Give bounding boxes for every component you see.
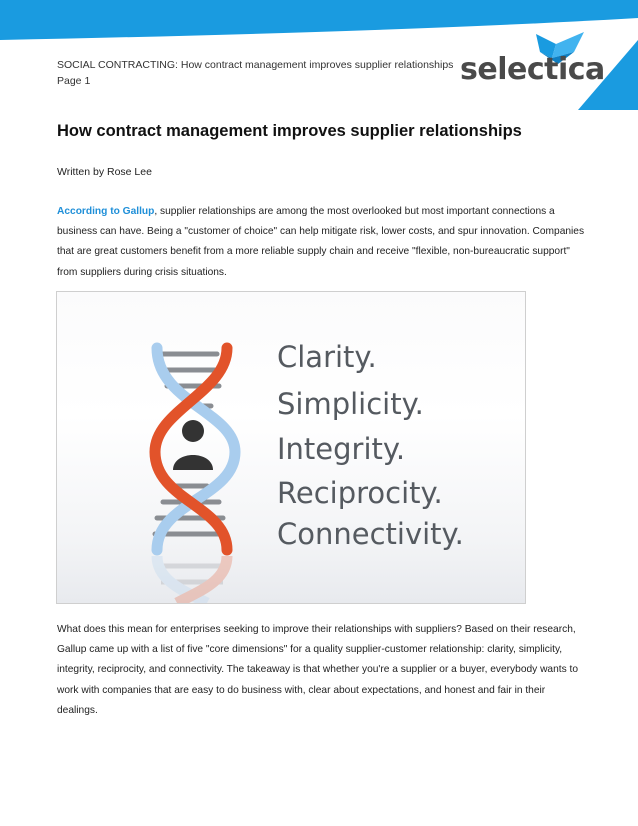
- figure-word-clarity: Clarity.: [277, 340, 377, 374]
- dna-figure: [56, 291, 526, 604]
- intro-paragraph-text: , supplier relationships are among the most overlooked but most important connections a business can have. Being a "customer of choice" can help mitigate risk, lower costs, and spur innovation. Companies that are great customers benefit from a more reliable supply chain and receive "flexible, non-bureaucratic support" from suppliers during crisis situations.: [57, 206, 585, 278]
- gallup-link[interactable]: According to Gallup: [57, 206, 155, 217]
- running-header-title: SOCIAL CONTRACTING: How contract management improves supplier relationships: [57, 59, 454, 71]
- figure-word-reciprocity: Reciprocity.: [277, 476, 443, 510]
- logo-text: selectica: [460, 52, 605, 87]
- figure-word-simplicity: Simplicity.: [277, 387, 424, 421]
- running-header: [57, 57, 453, 89]
- article-title: How contract management improves supplier relationships: [57, 122, 522, 140]
- page-number: Page 1: [57, 75, 91, 87]
- intro-paragraph: [57, 202, 587, 283]
- body-paragraph: What does this mean for enterprises seeking to improve their relationships with suppliers? Based on their research, Gallup came up with a list of five "core dimensions" for a quality supplier-customer relationship: clarity, simplicity, integrity, reciprocity, and connectivity. The takeaway is that whether you're a supplier or a buyer, everybody wants to work with companies that are easy to do business with, clear about expectations, and honest and fair in their dealings.: [57, 624, 579, 716]
- figure-word-integrity: Integrity.: [277, 432, 406, 466]
- selectica-logo: [460, 28, 610, 90]
- figure-word-connectivity: Connectivity.: [277, 517, 464, 551]
- byline: Written by Rose Lee: [57, 166, 152, 178]
